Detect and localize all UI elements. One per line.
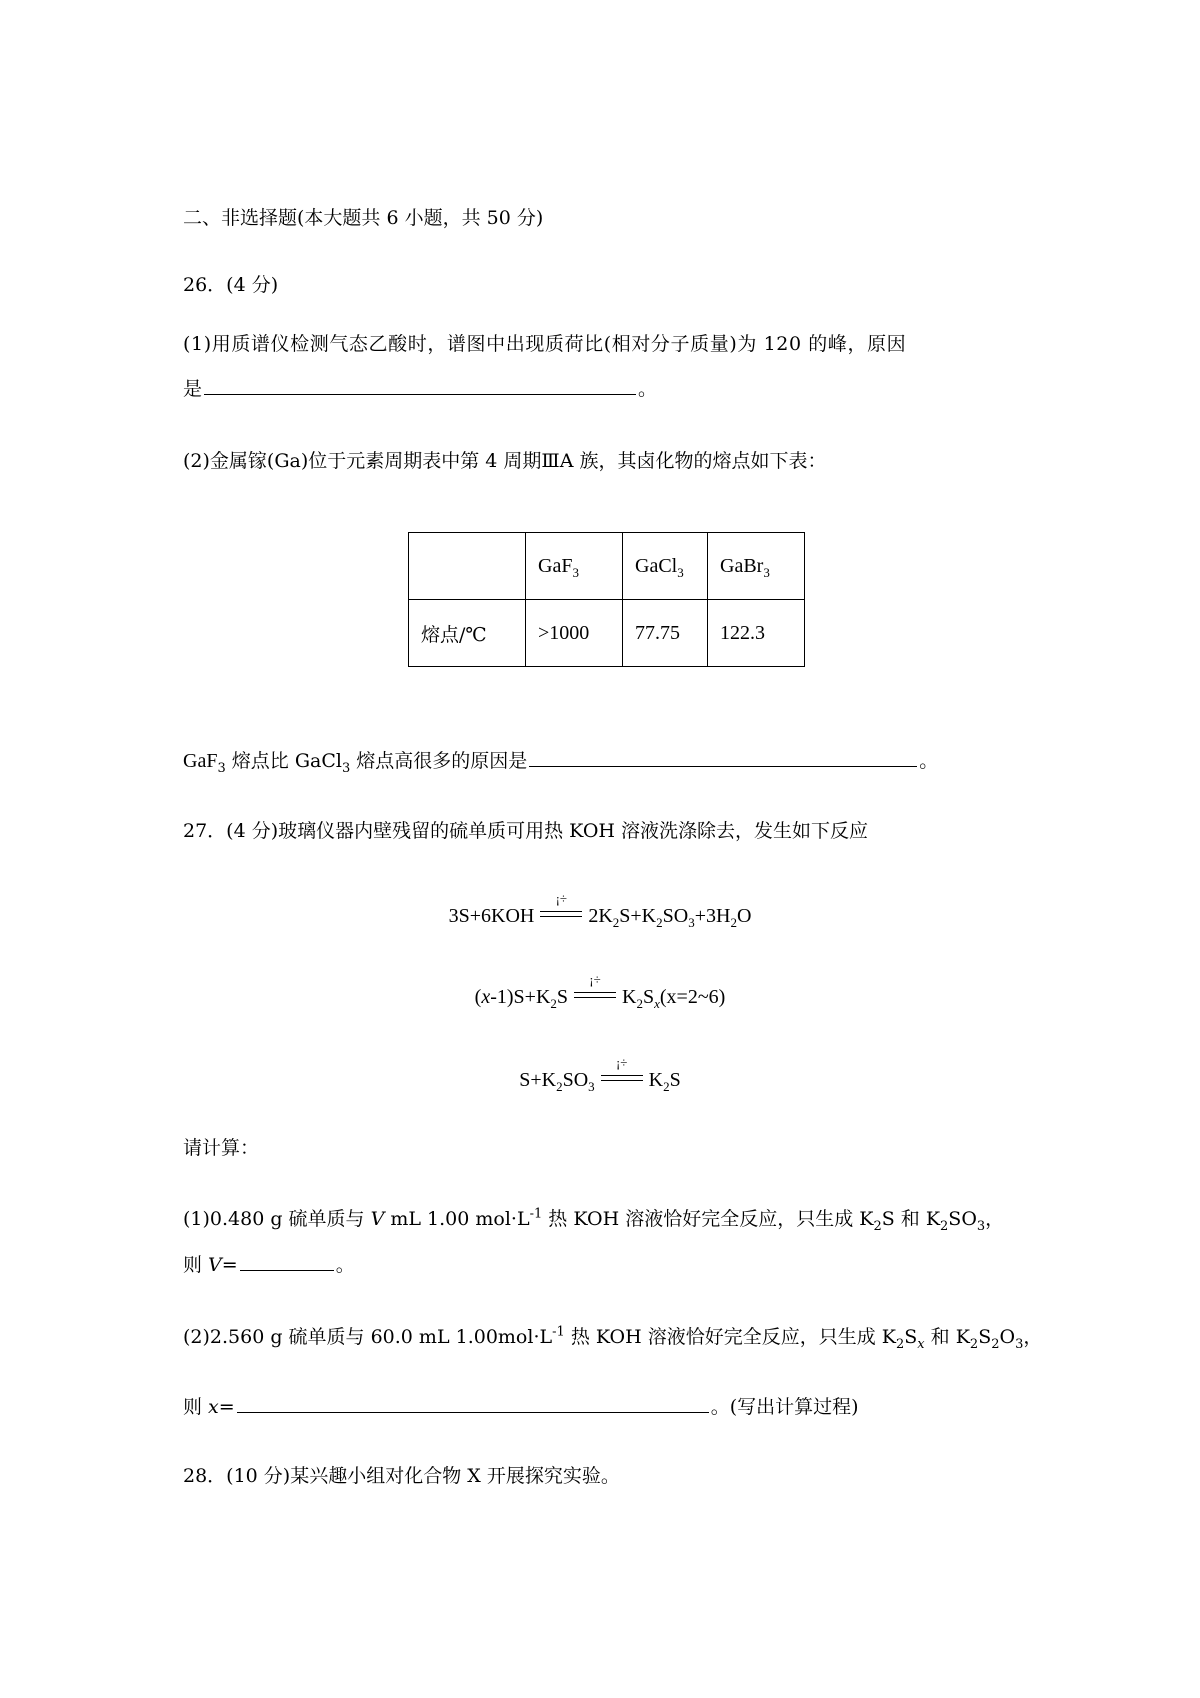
answer-blank[interactable]: [529, 764, 917, 767]
reaction-condition-sign: ¡÷: [601, 1072, 643, 1086]
section-heading: 二、非选择题(本大题共 6 小题，共 50 分): [183, 207, 544, 229]
table-cell: 77.75: [623, 600, 708, 667]
q27-header: 27．(4 分)玻璃仪器内壁残留的硫单质可用热 KOH 溶液洗涤除去，发生如下反应: [183, 820, 869, 842]
melting-point-table: [408, 532, 805, 667]
q27-calc2-line2: 则 x= 。(写出计算过程): [183, 1396, 859, 1418]
q26-part2-text: (2)金属镓(Ga)位于元素周期表中第 4 周期ⅢA 族，其卤化物的熔点如下表：: [183, 450, 827, 472]
q27-calc1-line1: (1)0.480 g 硫单质与 V mL 1.00 $mol\cdot L^{-1}$ 热 KOH 溶液恰好完全反应，只生成 $K_2S$ 和 $K_2SO_3$，: [183, 1206, 1005, 1234]
reaction-condition-sign: ¡÷: [574, 989, 616, 1003]
answer-blank[interactable]: [237, 1410, 709, 1413]
reaction-condition-sign: ¡÷: [540, 908, 582, 922]
please-calculate: 请计算：: [183, 1137, 260, 1159]
table-cell: >1000: [526, 600, 623, 667]
table-header-cell: GaCl$_3$: [623, 533, 708, 600]
equation-1: 3S+6KOH ¡÷ $2K_2S+K_2SO_3+3H_2O$: [448, 891, 752, 930]
table-row-label: 熔点/℃: [409, 600, 526, 667]
q26-part1-prefix: 是: [183, 378, 203, 400]
table-header-row: [409, 533, 805, 600]
equation-3: $S+K_2SO_3$ ¡÷ $K_2S$: [519, 1055, 681, 1094]
q27-calc1-line2: 则 V= 。: [183, 1254, 355, 1276]
q28-header: 28．(10 分)某兴趣小组对化合物 X 开展探究实验。: [183, 1465, 620, 1487]
table-header-cell: GaF$_3$: [526, 533, 623, 600]
q26-part1-suffix: 。: [638, 378, 658, 400]
answer-blank[interactable]: [204, 392, 636, 395]
q26-part1-line1: (1)用质谱仪检测气态乙酸时，谱图中出现质荷比(相对分子质量)为 120 的峰，原因: [183, 333, 907, 355]
q26-part1-line2: [183, 380, 657, 399]
table-row: [409, 600, 805, 667]
q27-calc2-line1: (2)2.560 g 硫单质与 60.0 mL $1.00mol\cdot L^{-1}$ 热 KOH 溶液恰好完全反应，只生成 $K_2S_x$ 和 $K_2S_2O_3$，: [183, 1324, 1043, 1352]
answer-blank[interactable]: [240, 1268, 334, 1271]
table-corner-cell: [409, 533, 526, 600]
table-cell: 122.3: [708, 600, 805, 667]
equation-2: $(x-1)S+K_2S$ ¡÷ $K_2S_x(x=2\sim 6)$: [474, 972, 726, 1011]
q26-part2-question: GaF$_3$ 熔点比 GaCl$_3$ 熔点高很多的原因是 。: [183, 750, 939, 776]
table-header-cell: GaBr$_3$: [708, 533, 805, 600]
q26-header: 26．(4 分): [183, 274, 279, 296]
